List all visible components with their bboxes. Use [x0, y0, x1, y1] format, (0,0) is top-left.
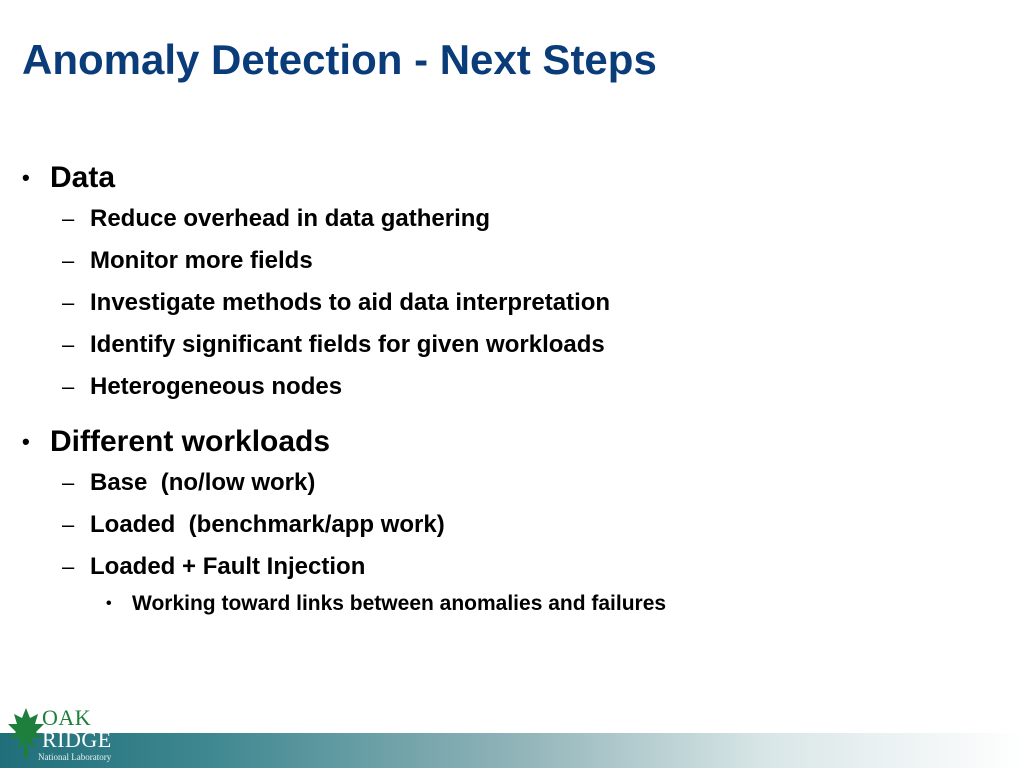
subbullet-text: Loaded (benchmark/app work)	[90, 511, 445, 538]
bullet-icon: •	[22, 165, 30, 190]
slide-content	[22, 158, 1002, 620]
dash-icon: –	[62, 374, 75, 399]
subbullet-item	[62, 282, 1002, 324]
dash-icon: –	[62, 554, 75, 579]
bullet-different-workloads	[22, 422, 1002, 462]
dash-icon: –	[62, 512, 75, 537]
slide-title: Anomaly Detection - Next Steps	[22, 36, 657, 83]
subbullet-text: Loaded + Fault Injection	[90, 553, 366, 580]
subbullet-item	[62, 462, 1002, 504]
subbullet-item	[62, 366, 1002, 408]
section-heading: Different workloads	[50, 425, 331, 458]
subbullet-item	[62, 240, 1002, 282]
bullet-icon: •	[22, 429, 30, 454]
subbullet-item	[62, 504, 1002, 546]
bullet-icon: •	[106, 595, 112, 612]
dash-icon: –	[62, 248, 75, 273]
dash-icon: –	[62, 290, 75, 315]
subsubbullet-item	[106, 588, 1002, 620]
logo-text-ridge: RIDGE	[42, 727, 112, 752]
logo-text-lab: National Laboratory	[38, 752, 112, 762]
logo-text-oak: OAK	[42, 705, 92, 730]
subbullet-item	[62, 546, 1002, 588]
dash-icon: –	[62, 470, 75, 495]
subbullet-item	[62, 324, 1002, 366]
subbullet-text: Monitor more fields	[90, 247, 313, 274]
dash-icon: –	[62, 206, 75, 231]
subbullet-text: Base (no/low work)	[90, 469, 316, 496]
subsubbullet-text: Working toward links between anomalies and failures	[132, 592, 667, 615]
subbullet-text: Investigate methods to aid data interpretation	[90, 289, 611, 316]
footer-bar	[0, 733, 1024, 768]
subbullet-text: Identify significant fields for given workloads	[90, 331, 605, 358]
dash-icon: –	[62, 332, 75, 357]
section-heading: Data	[50, 161, 116, 194]
subbullet-text: Heterogeneous nodes	[90, 373, 343, 400]
subbullet-text: Reduce overhead in data gathering	[90, 205, 491, 232]
bullet-data	[22, 158, 1002, 198]
subbullet-item	[62, 198, 1002, 240]
